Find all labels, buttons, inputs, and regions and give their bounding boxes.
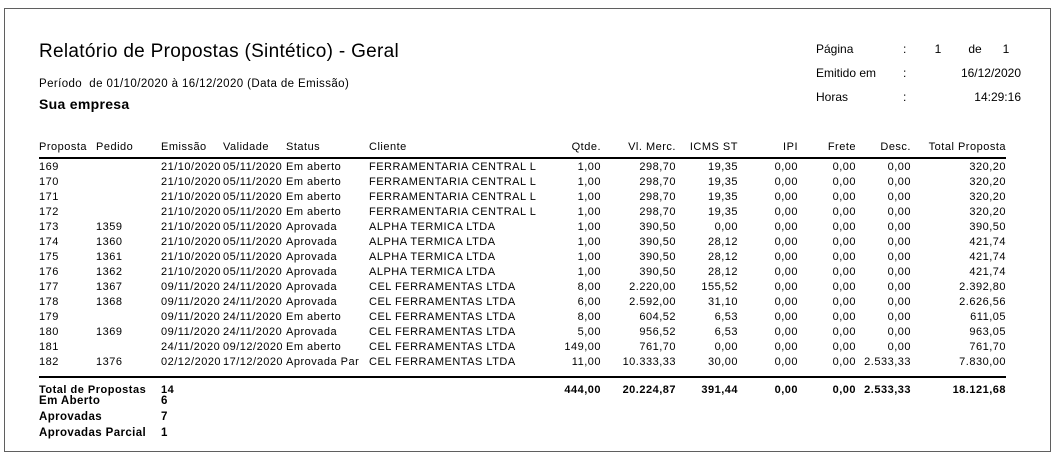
table-row [39,234,1006,249]
cell-pedido: 1361 [96,250,123,263]
cell-cliente: ALPHA TERMICA LTDA [369,250,496,263]
cell-proposta: 179 [39,310,59,323]
col-header-status: Status [286,131,369,158]
cell-qtde: 149,00 [564,340,601,353]
cell-ipi: 0,00 [774,220,798,233]
cell-vl_merc: 298,70 [639,190,676,203]
table-row [39,158,1006,174]
cell-total: 320,20 [969,190,1006,203]
cell-qtde: 11,00 [571,355,601,368]
cell-status: Aprovada [286,265,338,278]
table-row [39,339,1006,354]
cell-pedido [96,174,161,189]
cell-ipi: 0,00 [774,340,798,353]
cell-proposta: 177 [39,280,59,293]
cell-validade: 05/11/2020 [223,250,283,263]
meta-row-horas [816,90,1021,114]
cell-icms_st: 28,12 [707,235,738,248]
cell-icms_st: 31,10 [707,295,738,308]
cell-emissao: 21/10/2020 [161,265,222,278]
cell-total: 7.830,00 [959,355,1006,368]
cell-total: 421,74 [969,235,1006,248]
table-row [39,279,1006,294]
de-label: de [968,42,982,56]
cell-pedido: 1359 [96,220,123,233]
cell-validade: 24/11/2020 [223,280,283,293]
meta-row-emitido [816,66,1021,90]
period-line: Período de 01/10/2020 à 16/12/2020 (Data de Emissão) [39,78,350,90]
page-meta-block [816,42,1021,114]
cell-emissao: 09/11/2020 [161,325,221,338]
col-header-icms_st: ICMS ST [676,131,738,158]
summary-row [39,395,168,411]
cell-frete: 0,00 [832,310,856,323]
cell-total: 2.392,80 [959,280,1006,293]
cell-desc: 0,00 [887,175,911,188]
cell-validade: 09/12/2020 [223,340,284,353]
cell-desc: 0,00 [887,160,911,173]
col-header-validade: Validade [223,131,286,158]
emitted-time: 14:29:16 [974,90,1021,104]
cell-desc: 0,00 [887,235,911,248]
cell-status: Em aberto [286,340,342,353]
cell-vl_merc: 2.592,00 [629,295,676,308]
col-header-desc: Desc. [856,131,911,158]
cell-status: Em aberto [286,160,342,173]
cell-emissao: 21/10/2020 [161,220,222,233]
summary-row [39,427,168,443]
cell-validade: 17/12/2020 [223,355,284,368]
cell-qtde: 1,00 [577,250,601,263]
cell-status: Aprovada [286,220,338,233]
cell-vl_merc: 298,70 [639,160,676,173]
col-header-cliente: Cliente [369,131,561,158]
cell-desc: 0,00 [887,220,911,233]
cell-qtde: 1,00 [577,175,601,188]
table-row [39,219,1006,234]
cell-proposta: 181 [39,340,59,353]
cell-icms_st: 28,12 [707,250,738,263]
cell-pedido: 1376 [96,355,123,368]
cell-ipi: 0,00 [774,190,798,203]
emitted-date: 16/12/2020 [960,66,1021,80]
cell-cliente: CEL FERRAMENTAS LTDA [369,280,516,293]
cell-qtde: 5,00 [577,325,601,338]
cell-total: 320,20 [969,160,1006,173]
cell-qtde: 8,00 [577,280,601,293]
summary-value: 7 [161,411,168,423]
cell-pedido [96,204,161,219]
totals-vl_merc: 20.224,87 [601,377,676,400]
cell-pedido: 1360 [96,235,123,248]
cell-proposta: 173 [39,220,59,233]
totals-total: 18.121,68 [911,377,1006,400]
pagina-label: Página [816,42,854,56]
cell-proposta: 178 [39,295,59,308]
cell-icms_st: 19,35 [707,205,738,218]
cell-qtde: 8,00 [577,310,601,323]
horas-label: Horas [816,90,849,104]
cell-desc: 0,00 [887,310,911,323]
cell-cliente: ALPHA TERMICA LTDA [369,220,496,233]
totals-label: Total de Propostas [39,377,161,400]
col-header-qtde: Qtde. [561,131,601,158]
cell-vl_merc: 390,50 [639,220,676,233]
cell-ipi: 0,00 [774,325,798,338]
cell-emissao: 02/12/2020 [161,355,222,368]
cell-frete: 0,00 [832,280,856,293]
cell-pedido: 1369 [96,325,123,338]
cell-cliente: FERRAMENTARIA CENTRAL L [369,160,537,173]
table-row [39,174,1006,189]
cell-pedido [96,309,161,324]
cell-frete: 0,00 [832,265,856,278]
cell-vl_merc: 298,70 [639,175,676,188]
col-header-total: Total Proposta [911,131,1006,158]
cell-total: 421,74 [969,265,1006,278]
cell-emissao: 21/10/2020 [161,250,222,263]
col-header-frete: Frete [798,131,856,158]
cell-pedido [96,158,161,174]
colon-separator: : [903,66,907,80]
cell-vl_merc: 298,70 [639,205,676,218]
cell-status: Aprovada [286,280,338,293]
cell-total: 761,70 [969,340,1006,353]
cell-cliente: CEL FERRAMENTAS LTDA [369,310,516,323]
cell-vl_merc: 390,50 [639,265,676,278]
totals-row [39,377,1006,400]
table-row [39,249,1006,264]
cell-icms_st: 6,53 [714,310,738,323]
cell-cliente: CEL FERRAMENTAS LTDA [369,340,516,353]
table-body [39,158,1006,377]
table-row [39,294,1006,309]
cell-emissao: 21/10/2020 [161,160,222,173]
colon-separator: : [903,90,907,104]
cell-ipi: 0,00 [774,235,798,248]
cell-proposta: 172 [39,205,59,218]
totals-ipi: 0,00 [738,377,798,400]
cell-validade: 05/11/2020 [223,235,283,248]
cell-proposta: 170 [39,175,59,188]
table-row [39,264,1006,279]
cell-icms_st: 28,12 [707,265,738,278]
summary-label: Aprovadas Parcial [39,427,147,439]
cell-ipi: 0,00 [774,295,798,308]
totals-desc: 2.533,33 [856,377,911,400]
table-row [39,204,1006,219]
cell-total: 320,20 [969,175,1006,188]
cell-ipi: 0,00 [774,355,798,368]
cell-frete: 0,00 [832,220,856,233]
cell-vl_merc: 390,50 [639,235,676,248]
cell-status: Aprovada [286,250,338,263]
cell-total: 390,50 [969,220,1006,233]
cell-total: 421,74 [969,250,1006,263]
cell-validade: 24/11/2020 [223,295,283,308]
cell-icms_st: 0,00 [714,340,738,353]
cell-emissao: 21/10/2020 [161,205,222,218]
cell-desc: 0,00 [887,190,911,203]
cell-total: 611,05 [970,310,1006,323]
col-header-ipi: IPI [738,131,798,158]
cell-status: Em aberto [286,205,342,218]
cell-frete: 0,00 [832,295,856,308]
cell-validade: 05/11/2020 [223,265,283,278]
cell-proposta: 176 [39,265,59,278]
cell-emissao: 21/10/2020 [161,235,222,248]
emitido-label: Emitido em [816,66,877,80]
cell-desc: 0,00 [887,265,911,278]
cell-frete: 0,00 [832,340,856,353]
cell-ipi: 0,00 [774,265,798,278]
cell-frete: 0,00 [832,160,856,173]
cell-qtde: 1,00 [577,205,601,218]
cell-pedido [96,339,161,354]
page-number: 1 [934,42,942,56]
colon-separator: : [903,42,907,56]
cell-desc: 0,00 [887,205,911,218]
table-row [39,324,1006,339]
report-page [4,8,1051,452]
cell-vl_merc: 2.220,00 [629,280,676,293]
table-header-row [39,131,1006,158]
cell-pedido: 1367 [96,280,123,293]
summary-block [39,395,168,443]
cell-emissao: 09/11/2020 [161,280,221,293]
cell-vl_merc: 10.333,33 [622,355,676,368]
cell-status: Aprovada [286,295,338,308]
cell-frete: 0,00 [832,190,856,203]
cell-icms_st: 30,00 [707,355,738,368]
cell-total: 320,20 [969,205,1006,218]
cell-ipi: 0,00 [774,310,798,323]
cell-cliente: FERRAMENTARIA CENTRAL L [369,205,537,218]
totals-gap [223,377,561,400]
table-header-row [39,131,1006,158]
cell-emissao: 24/11/2020 [161,340,221,353]
summary-row [39,411,168,427]
cell-validade: 05/11/2020 [223,205,283,218]
cell-proposta: 182 [39,355,59,368]
totals-count: 14 [161,377,223,400]
cell-validade: 05/11/2020 [223,220,283,233]
cell-ipi: 0,00 [774,250,798,263]
page-title: Relatório de Propostas (Sintético) - Geral [39,41,400,62]
cell-qtde: 1,00 [577,190,601,203]
cell-icms_st: 155,52 [701,280,738,293]
cell-emissao: 21/10/2020 [161,175,222,188]
cell-status: Em aberto [286,310,342,323]
cell-frete: 0,00 [832,235,856,248]
cell-status: Aprovada [286,235,338,248]
cell-emissao: 09/11/2020 [161,310,221,323]
cell-cliente: ALPHA TERMICA LTDA [369,235,496,248]
cell-desc: 0,00 [887,250,911,263]
cell-vl_merc: 956,52 [639,325,676,338]
totals-icms_st: 391,44 [676,377,738,400]
cell-desc: 0,00 [887,325,911,338]
cell-cliente: CEL FERRAMENTAS LTDA [369,325,516,338]
cell-ipi: 0,00 [774,280,798,293]
cell-frete: 0,00 [832,325,856,338]
meta-row-pagina [816,42,1021,66]
cell-cliente: CEL FERRAMENTAS LTDA [369,295,516,308]
cell-status: Aprovada Par [286,355,360,368]
cell-validade: 24/11/2020 [223,310,283,323]
cell-validade: 05/11/2020 [223,175,283,188]
table-totals [39,377,1006,400]
cell-icms_st: 19,35 [707,160,738,173]
cell-status: Aprovada [286,325,338,338]
cell-vl_merc: 761,70 [639,340,676,353]
summary-label: Em Aberto [39,395,101,407]
cell-frete: 0,00 [832,355,856,368]
cell-status: Em aberto [286,175,342,188]
cell-validade: 05/11/2020 [223,190,283,203]
cell-icms_st: 19,35 [707,175,738,188]
cell-emissao: 09/11/2020 [161,295,221,308]
cell-status: Em aberto [286,190,342,203]
totals-frete: 0,00 [798,377,856,400]
col-header-proposta: Proposta [39,131,96,158]
cell-qtde: 1,00 [577,220,601,233]
cell-qtde: 1,00 [577,160,601,173]
cell-cliente: CEL FERRAMENTAS LTDA [369,355,516,368]
cell-proposta: 175 [39,250,59,263]
cell-frete: 0,00 [832,205,856,218]
cell-proposta: 169 [39,160,59,173]
spacer-cell [39,369,1006,377]
cell-icms_st: 0,00 [714,220,738,233]
cell-qtde: 1,00 [577,265,601,278]
cell-proposta: 171 [39,190,59,203]
col-header-emissao: Emissão [161,131,223,158]
cell-ipi: 0,00 [774,160,798,173]
cell-validade: 24/11/2020 [223,325,283,338]
spacer-row [39,369,1006,377]
cell-total: 2.626,56 [959,295,1006,308]
cell-cliente: FERRAMENTARIA CENTRAL L [369,190,537,203]
table-row [39,189,1006,204]
table-row [39,354,1006,369]
cell-vl_merc: 604,52 [639,310,676,323]
cell-pedido [96,189,161,204]
summary-value: 1 [161,427,168,439]
cell-frete: 0,00 [832,250,856,263]
proposals-table [39,131,1006,400]
cell-proposta: 180 [39,325,59,338]
cell-ipi: 0,00 [774,175,798,188]
summary-value: 6 [161,395,168,407]
page-total: 1 [1002,42,1010,56]
cell-pedido: 1368 [96,295,123,308]
cell-icms_st: 19,35 [707,190,738,203]
cell-desc: 0,00 [887,340,911,353]
cell-icms_st: 6,53 [714,325,738,338]
cell-validade: 05/11/2020 [223,160,283,173]
cell-desc: 2.533,33 [864,355,911,368]
cell-qtde: 1,00 [577,235,601,248]
company-name: Sua empresa [39,96,130,112]
cell-cliente: FERRAMENTARIA CENTRAL L [369,175,537,188]
table-row [39,309,1006,324]
cell-desc: 0,00 [887,295,911,308]
totals-qtde: 444,00 [561,377,601,400]
cell-cliente: ALPHA TERMICA LTDA [369,265,496,278]
cell-qtde: 6,00 [577,295,601,308]
cell-pedido: 1362 [96,265,123,278]
cell-frete: 0,00 [832,175,856,188]
cell-desc: 0,00 [887,280,911,293]
cell-proposta: 174 [39,235,59,248]
cell-total: 963,05 [969,325,1006,338]
cell-ipi: 0,00 [774,205,798,218]
col-header-vl_merc: Vl. Merc. [601,131,676,158]
col-header-pedido: Pedido [96,131,161,158]
cell-emissao: 21/10/2020 [161,190,222,203]
summary-label: Aprovadas [39,411,103,423]
cell-vl_merc: 390,50 [639,250,676,263]
